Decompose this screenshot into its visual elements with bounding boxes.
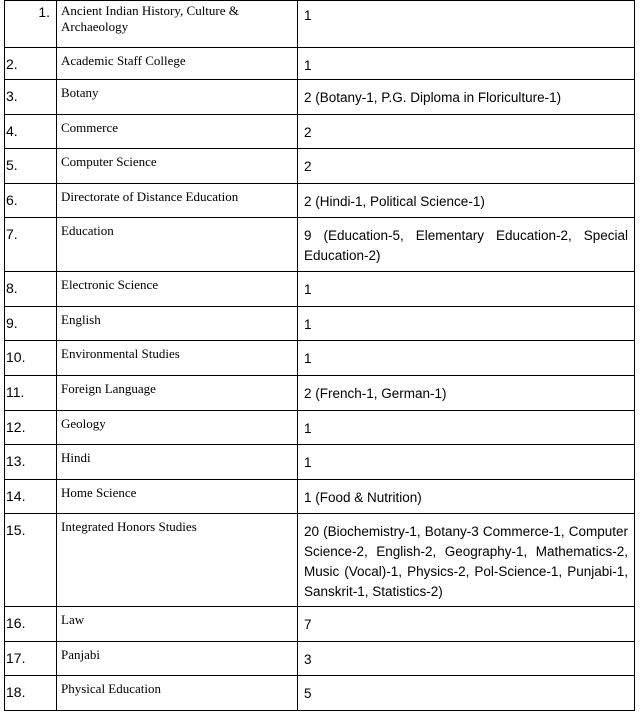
department-name: Education [57,218,298,272]
row-number: 8. [5,272,57,307]
table-row [5,376,635,411]
department-name: Home Science [57,480,298,514]
row-number: 3. [5,80,57,115]
table-row [5,676,635,711]
table-row [5,1,635,48]
row-number: 14. [5,480,57,514]
table-row [5,272,635,307]
row-number: 12. [5,411,57,445]
row-number: 18. [5,676,57,711]
table-row [5,642,635,676]
row-number: 7. [5,218,57,272]
table-row [5,341,635,376]
department-name: Computer Science [57,149,298,184]
row-number: 2. [5,48,57,80]
seat-count: 7 [298,607,635,642]
row-number: 17. [5,642,57,676]
seat-count: 2 (Botany-1, P.G. Diploma in Floriculture-1) [298,80,635,115]
seat-count: 1 (Food & Nutrition) [298,480,635,514]
table-row [5,218,635,272]
department-name: Botany [57,80,298,115]
seat-count: 1 [298,307,635,341]
row-number: 10. [5,341,57,376]
seat-count: 2 [298,115,635,149]
table-row [5,115,635,149]
department-name: Hindi [57,445,298,480]
seat-count: 20 (Biochemistry-1, Botany-3 Commerce-1, Computer Science-2, English-2, Geography-1, Mathematics-2, Music (Vocal)-1, Physics-2, Pol-Science-1, Punjabi-1, Sanskrit-1, Statistics-2) [298,514,635,607]
department-name: Physical Education [57,676,298,711]
table-row [5,307,635,341]
seat-count: 1 [298,1,635,48]
row-number: 6. [5,184,57,218]
table-row [5,445,635,480]
table-row [5,411,635,445]
seat-count: 1 [298,48,635,80]
seat-count: 2 (Hindi-1, Political Science-1) [298,184,635,218]
department-name: Electronic Science [57,272,298,307]
department-name: Law [57,607,298,642]
seat-count: 1 [298,341,635,376]
seat-count: 1 [298,445,635,480]
table-row [5,514,635,607]
table-row [5,48,635,80]
department-name: Ancient Indian History, Culture & Archaeology [57,1,298,48]
row-number: 15. [5,514,57,607]
department-name: Commerce [57,115,298,149]
seat-count: 1 [298,411,635,445]
seat-count: 2 [298,149,635,184]
department-name: Academic Staff College [57,48,298,80]
department-seats-table [4,0,635,711]
seat-count: 3 [298,642,635,676]
table-row [5,480,635,514]
seat-count: 9 (Education-5, Elementary Education-2, Special Education-2) [298,218,635,272]
seat-count: 5 [298,676,635,711]
table-row [5,607,635,642]
department-name: Panjabi [57,642,298,676]
row-number: 13. [5,445,57,480]
row-number: 11. [5,376,57,411]
seat-count: 2 (French-1, German-1) [298,376,635,411]
row-number: 5. [5,149,57,184]
department-name: Foreign Language [57,376,298,411]
department-name: Integrated Honors Studies [57,514,298,607]
department-name: Directorate of Distance Education [57,184,298,218]
table-row [5,184,635,218]
table-row [5,149,635,184]
row-number: 1. [5,1,57,48]
department-name: Geology [57,411,298,445]
row-number: 9. [5,307,57,341]
seat-count: 1 [298,272,635,307]
department-name: English [57,307,298,341]
department-name: Environmental Studies [57,341,298,376]
table-row [5,80,635,115]
row-number: 16. [5,607,57,642]
row-number: 4. [5,115,57,149]
